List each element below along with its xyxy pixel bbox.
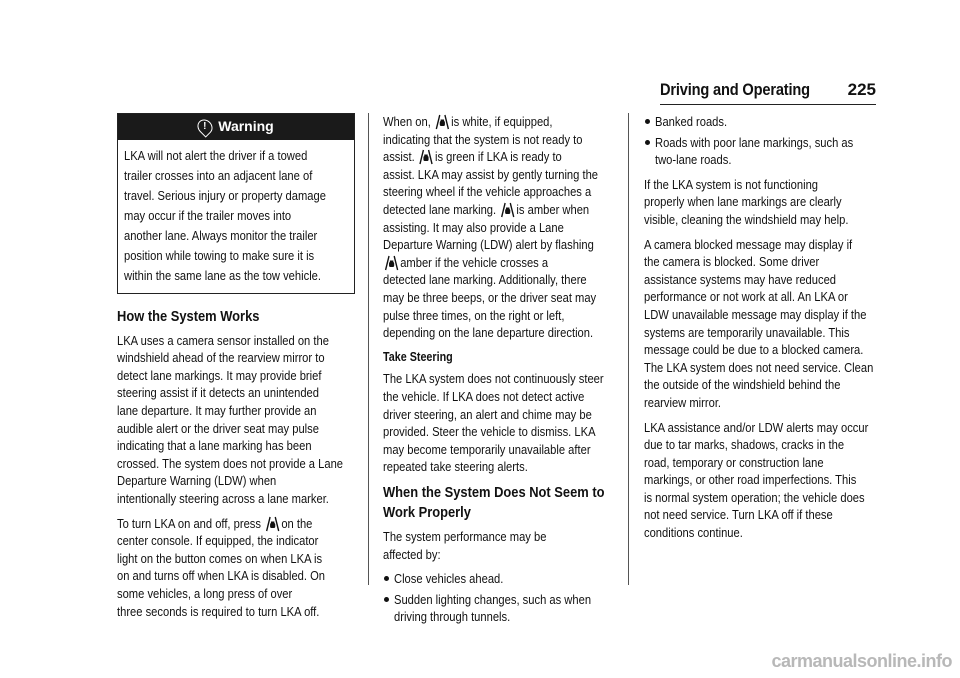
column-divider [628,113,629,585]
text-line: steering wheel if the vehicle approaches a [383,184,592,200]
text-line: Departure Warning (LDW) alert by flashing [383,237,594,253]
column-right [644,113,884,549]
text-line: may be three beeps, or the driver seat may [383,289,597,305]
bullet-icon [384,576,389,581]
text-fragment: is green if LKA is ready to [435,149,562,165]
column-left [117,113,355,627]
warning-text [118,140,354,293]
text-fragment: is amber when [516,201,590,217]
text-line: LKA will not alert the driver if a towed [124,148,308,163]
bullet-icon [645,119,650,124]
text-line: rearview mirror. [644,394,722,410]
text-line: assisting. It may also provide a Lane [383,219,564,235]
text-line: Roads with poor lane markings, such as [655,134,854,150]
text-line: markings, or other road imperfections. This [644,472,857,488]
text-line [383,254,588,272]
text-line: indicating that the system is not ready to [383,131,583,147]
bullet-icon [645,140,650,145]
text-line: light on the button comes on when LKA is [117,550,323,566]
text-line: may become temporarily unavailable after [383,441,591,457]
text-line: affected by: [383,546,441,562]
column-divider [368,113,369,585]
section-heading: When the System Does Not Seem to [383,483,605,501]
text-line: crossed. The system does not provide a Lane [117,455,344,471]
text-line: may occur if the trailer moves into [124,208,292,223]
text-fragment: assist. [383,149,415,165]
text-line: repeated take steering alerts. [383,459,528,475]
page-header [660,76,876,102]
warning-header [118,114,354,140]
text-line: not need service. Turn LKA off if these [644,507,833,523]
text-line: windshield ahead of the rearview mirror to [117,350,325,366]
text-line: driver steering, an alert and chime may be [383,406,592,422]
text-line: LKA uses a camera sensor installed on the [117,332,329,348]
text-line: visible, cleaning the windshield may help. [644,211,849,227]
text-line: Departure Warning (LDW) when [117,473,277,489]
lka-icon [434,114,451,130]
text-line: provided. Steer the vehicle to dismiss. LKA [383,424,596,440]
text-line: driving through tunnels. [394,609,511,625]
text-line: pulse three times, on the right or left, [383,307,565,323]
text-line: assist. LKA may assist by gently turning the [383,166,599,182]
warning-icon: ! [195,116,216,137]
text-line: some vehicles, a long press of over [117,585,293,601]
warning-title: Warning [218,118,274,135]
text-line: performance or not work at all. An LKA or [644,289,848,305]
text-line: position while towing to make sure it is [124,248,315,263]
text-line: detected lane marking. Additionally, there [383,272,587,288]
text-line: message could be due to a blocked camera. [644,342,864,358]
text-line: conditions continue. [644,525,743,541]
text-line: three seconds is required to turn LKA off. [117,603,320,619]
text-fragment: To turn LKA on and off, press [117,515,261,531]
text-line: LDW unavailable message may display if the [644,306,867,322]
text-line [383,113,588,131]
section-heading: How the System Works [117,308,260,325]
text-line: steering assist if it detects an unintended [117,385,319,401]
text-line: road, temporary or construction lane [644,454,824,470]
text-line: The system performance may be [383,529,547,545]
lka-icon [383,255,400,271]
text-line: LKA assistance and/or LDW alerts may occur [644,419,869,435]
paragraph [117,332,355,508]
text-line: Banked roads. [655,114,728,129]
list-item [383,570,621,588]
text-line: another lane. Always monitor the trailer [124,228,318,243]
watermark: carmanualsonline.info [771,651,952,671]
header-rule [660,104,876,105]
text-fragment: on the [281,515,313,531]
text-line: assistance systems may have reduced [644,271,837,287]
text-fragment: amber if the vehicle crosses a [400,254,549,270]
lka-icon [418,149,435,165]
text-line: If the LKA system is not functioning [644,176,819,192]
list-item [383,591,621,626]
text-line: systems are temporarily unavailable. This [644,324,850,340]
text-line [383,201,588,219]
paragraph [644,176,884,229]
text-fragment: When on, [383,114,431,129]
text-line: The LKA system does not need service. Clean [644,359,874,375]
lka-icon [264,516,281,532]
text-line: the outside of the windshield behind the [644,377,841,393]
bullet-icon [384,597,389,602]
text-fragment: detected lane marking. [383,201,497,217]
text-line: trailer crosses into an adjacent lane of [124,168,313,183]
text-line: properly when lane markings are clearly [644,194,842,210]
list-item [644,134,884,169]
text-line: indicating that a lane marking has been [117,438,312,454]
text-line: center console. If equipped, the indicator [117,533,319,549]
page-number: 225 [847,80,876,99]
paragraph [383,370,621,476]
text-line: is normal system operation; the vehicle does [644,489,865,505]
text-line: The LKA system does not continuously steer [383,371,604,387]
subheading: Take Steering [383,349,453,364]
list-item [644,113,884,131]
text-line: depending on the lane departure direction. [383,325,594,341]
lka-icon [499,202,516,218]
text-line: on and turns off when LKA is disabled. On [117,568,326,584]
paragraph [383,113,621,342]
text-line: Sudden lighting changes, such as when [394,591,592,607]
text-line: the camera is blocked. Some driver [644,254,820,270]
text-line: intentionally steering across a lane marker. [117,490,329,506]
text-line: within the same lane as the tow vehicle. [124,268,322,283]
paragraph [644,419,884,542]
text-line: two-lane roads. [655,152,732,168]
warning-box [117,113,355,294]
paragraph [117,515,355,621]
column-middle [383,113,621,629]
section-heading: Work Properly [383,504,471,522]
text-line: travel. Serious injury or property damage [124,188,326,203]
text-line: due to tar marks, shadows, cracks in the [644,437,845,453]
section-title: Driving and Operating [660,80,810,99]
paragraph [644,236,884,412]
text-line: audible alert or the driver seat may pulse [117,420,319,436]
text-line: the vehicle. If LKA does not detect active [383,388,585,404]
text-line [383,148,588,166]
text-line: detect lane markings. It may provide brief [117,367,322,383]
text-line: lane departure. It may further provide an [117,402,317,418]
text-line [117,515,322,533]
text-line: A camera blocked message may display if [644,236,853,252]
text-fragment: is white, if equipped, [451,114,553,129]
text-line: Close vehicles ahead. [394,571,504,587]
paragraph [383,528,621,563]
